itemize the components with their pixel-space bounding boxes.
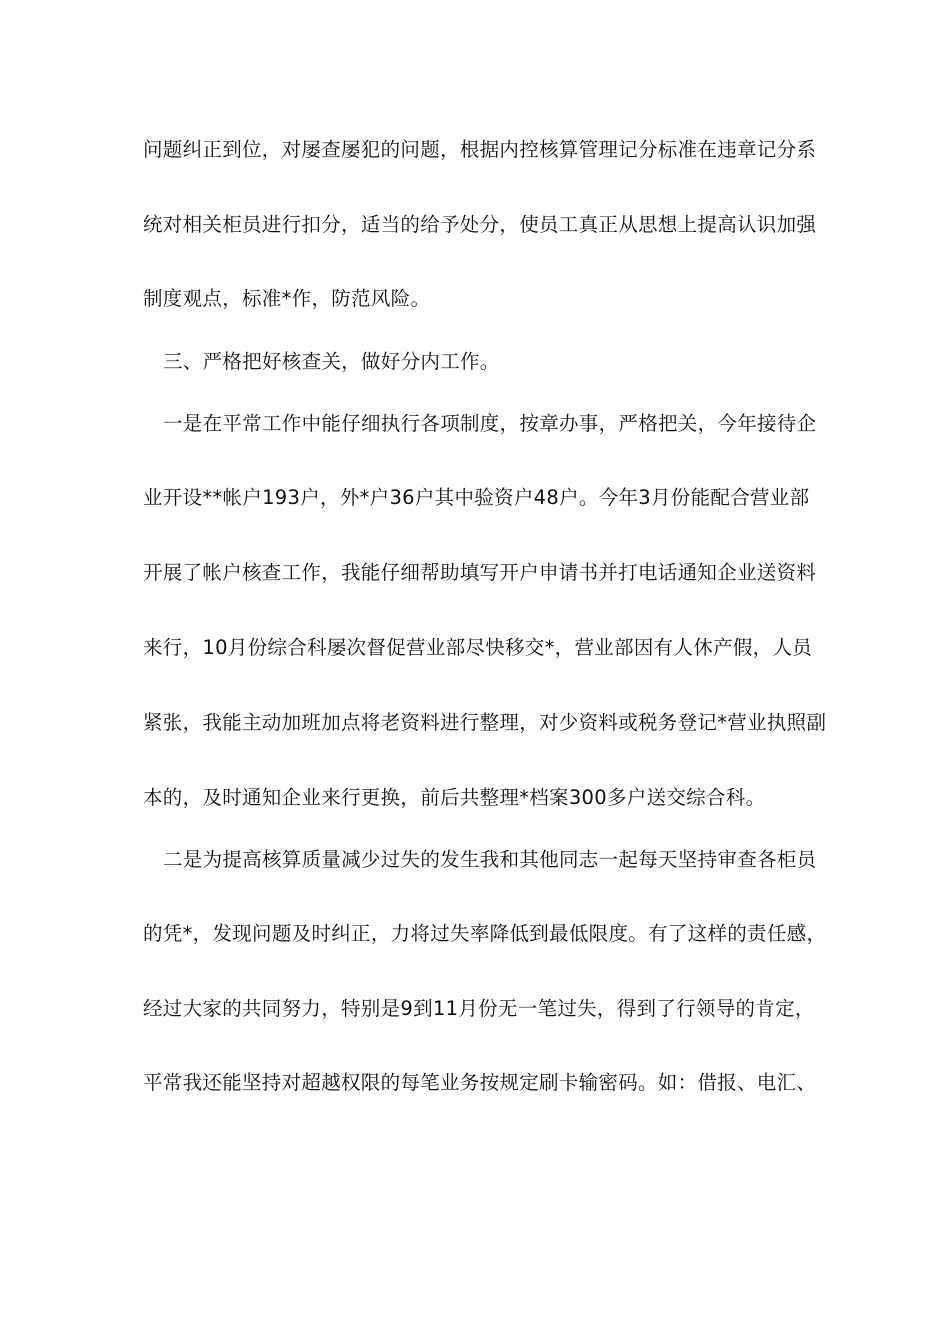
body-text-line: 开展了帐户核查工作，我能仔细帮助填写开户申请书并打电话通知企业送资料 <box>143 561 817 584</box>
body-text-line: 的凭*，发现问题及时纠正，力将过失率降低到最低限度。有了这样的责任感， <box>143 922 827 945</box>
body-text-line: 业开设**帐户193户，外*户36户其中验资户48户。今年3月份能配合营业部 <box>143 486 810 509</box>
body-text-line: 平常我还能坚持对超越权限的每笔业务按规定刷卡输密码。如：借报、电汇、 <box>143 1071 817 1094</box>
body-text-line: 经过大家的共同努力，特别是9到11月份无一笔过失，得到了行领导的肯定， <box>143 997 815 1020</box>
body-text-line: 紧张，我能主动加班加点将老资料进行整理，对少资料或税务登记*营业执照副 <box>143 711 827 734</box>
body-text-line: 二是为提高核算质量减少过失的发生我和其他同志一起每天坚持审查各柜员 <box>163 848 817 871</box>
body-text-line: 制度观点，标准*作，防范风险。 <box>143 287 431 310</box>
body-text-line: 一是在平常工作中能仔细执行各项制度，按章办事，严格把关，今年接待企 <box>163 412 817 435</box>
body-text-line: 问题纠正到位，对屡查屡犯的问题，根据内控核算管理记分标准在违章记分系 <box>143 138 817 161</box>
body-text-line: 统对相关柜员进行扣分，适当的给予处分，使员工真正从思想上提高认识加强 <box>143 213 817 236</box>
body-text-line: 本的，及时通知企业来行更换，前后共整理*档案300多户送交综合科。 <box>143 786 766 809</box>
section-heading: 三、严格把好核查关，做好分内工作。 <box>163 350 500 373</box>
body-text-line: 来行，10月份综合科屡次督促营业部尽快移交*，营业部因有人休产假，人员 <box>143 636 813 659</box>
